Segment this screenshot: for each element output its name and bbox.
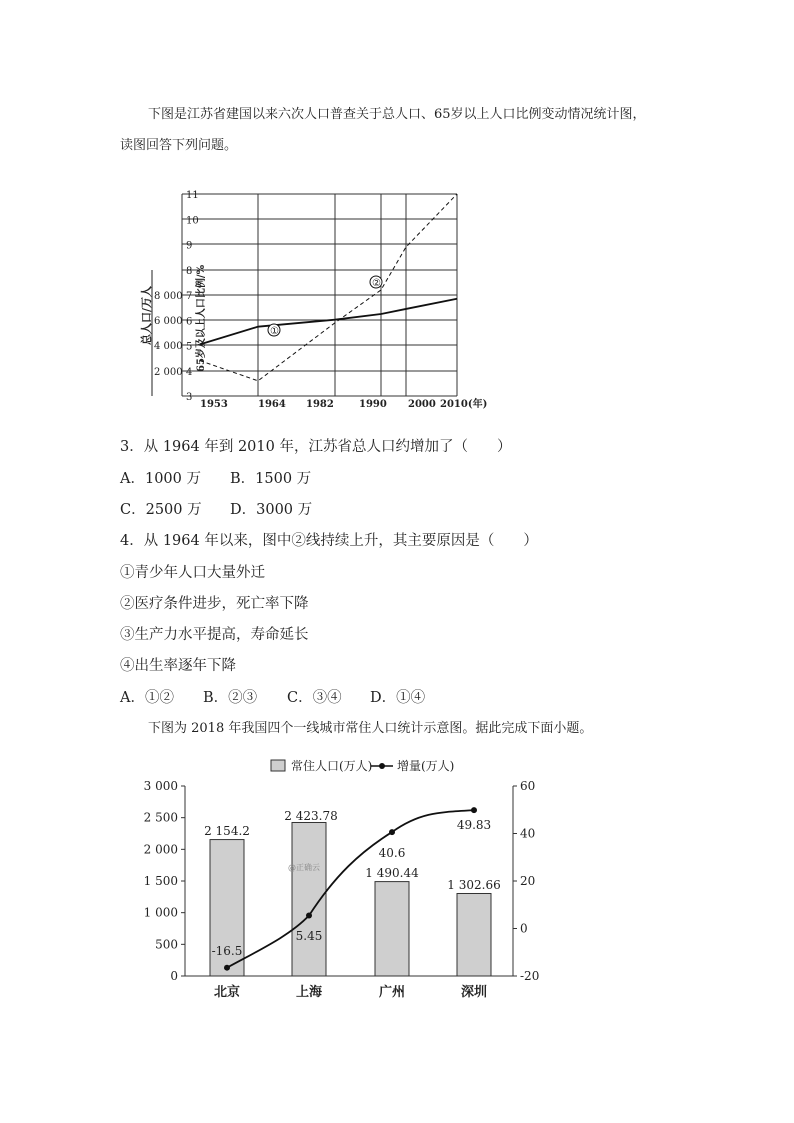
chart2-increment-line bbox=[227, 810, 474, 968]
chart2-line bbox=[224, 807, 477, 971]
chart2-increment-point bbox=[389, 829, 395, 835]
chart1-right-tick: 4 bbox=[186, 366, 193, 378]
chart2-legend-line-label: 增量(万人) bbox=[397, 759, 455, 773]
chart2-left-tick: 1 500 bbox=[143, 874, 178, 888]
chart2-legend-line-dot bbox=[379, 763, 385, 769]
q3-option-c[interactable]: C．2500 万 bbox=[120, 502, 202, 518]
chart2-category-label: 广州 bbox=[378, 985, 406, 1000]
chart1-x-label: 2010(年) bbox=[440, 399, 488, 410]
chart1-left-tick: 4 000 bbox=[154, 341, 183, 352]
chart2-category-label: 深圳 bbox=[460, 985, 488, 1000]
chart1-right-tick: 7 bbox=[186, 291, 193, 302]
chart2-left-tick: 500 bbox=[155, 937, 178, 952]
chart2-left-tick: 3 000 bbox=[143, 779, 178, 793]
intro1-line1: 下图是江苏省建国以来六次人口普查关于总人口、65岁以上人口比例变动情况统计图， bbox=[148, 107, 646, 122]
q3-stem: 3．从 1964 年到 2010 年，江苏省总人口约增加了（ ） bbox=[120, 439, 512, 455]
intro2: 下图为 2018 年我国四个一线城市常住人口统计示意图。据此完成下面小题。 bbox=[148, 721, 593, 736]
chart2-category-label: 北京 bbox=[213, 985, 241, 1000]
q4-statement-4: ④出生率逐年下降 bbox=[120, 658, 236, 674]
chart1-right-tick: 6 bbox=[186, 316, 193, 328]
chart1-right-axis-label: 65岁及以上人口比例/% bbox=[196, 264, 207, 372]
chart1-right-tick: 11 bbox=[186, 190, 199, 201]
q3-option-d[interactable]: D．3000 万 bbox=[230, 502, 313, 518]
chart1-left-tick: 6 000 bbox=[154, 316, 183, 327]
chart2-watermark: @正确云 bbox=[288, 863, 320, 872]
chart2-right-tick: -20 bbox=[520, 969, 540, 983]
chart1-right-tick: 8 bbox=[186, 265, 193, 277]
chart1-x-label: 1990 bbox=[359, 399, 387, 410]
chart2-category-label: 上海 bbox=[295, 985, 323, 1000]
chart1-series-1-name: ① bbox=[270, 326, 279, 337]
q4-option-a[interactable]: A．①② bbox=[120, 690, 174, 706]
chart1-left-axis-label: 总人口/万人 bbox=[140, 285, 153, 345]
chart1-series-2-name: ② bbox=[372, 278, 381, 289]
chart1-right-tick: 3 bbox=[186, 392, 193, 403]
chart1-x-label: 1982 bbox=[306, 399, 334, 410]
q4-option-b[interactable]: B．②③ bbox=[203, 690, 258, 706]
chart1-x-label: 1964 bbox=[258, 399, 286, 410]
chart1-right-tick: 5 bbox=[186, 341, 193, 353]
q3-option-a[interactable]: A．1000 万 bbox=[120, 471, 201, 487]
q4-stem: 4．从 1964 年以来，图中②线持续上升，其主要原因是（ ） bbox=[120, 533, 538, 549]
q4-option-d[interactable]: D．①④ bbox=[370, 690, 426, 706]
q4-statement-3: ③生产力水平提高，寿命延长 bbox=[120, 627, 309, 643]
chart1-x-label: 2000 bbox=[408, 399, 436, 410]
chart2-right-tick: 0 bbox=[520, 921, 528, 936]
chart2-increment-point bbox=[471, 807, 477, 813]
chart2-line-label: -16.5 bbox=[211, 944, 243, 958]
chart2-legend-bar-swatch bbox=[271, 760, 285, 771]
chart1-left-tick: 8 000 bbox=[154, 291, 183, 302]
chart2-left-tick: 0 bbox=[170, 969, 178, 983]
chart2-bar-label: 2 423.78 bbox=[284, 809, 338, 823]
intro1-line2: 读图回答下列问题。 bbox=[120, 138, 238, 153]
chart1-left-tick: 2 000 bbox=[154, 367, 183, 378]
chart2-bar bbox=[457, 893, 491, 976]
chart2-increment-point bbox=[306, 913, 312, 919]
chart2-bar-label: 2 154.2 bbox=[204, 824, 250, 838]
chart2-bar bbox=[375, 882, 409, 976]
chart2-line-label: 5.45 bbox=[295, 929, 323, 943]
chart2-labels bbox=[204, 809, 501, 958]
chart2-line-label: 49.83 bbox=[456, 818, 492, 832]
q4-statement-2: ②医疗条件进步，死亡率下降 bbox=[120, 596, 309, 612]
chart1-x-label: 1953 bbox=[200, 399, 228, 410]
chart2-bar-label: 1 490.44 bbox=[365, 866, 419, 880]
chart2-bar-label: 1 302.66 bbox=[447, 878, 501, 892]
chart2-right-tick: 20 bbox=[520, 874, 536, 888]
q3-option-b[interactable]: B．1500 万 bbox=[230, 471, 312, 487]
q4-statement-1: ①青少年人口大量外迁 bbox=[120, 565, 265, 581]
chart2-legend-bar-label: 常住人口(万人) bbox=[291, 759, 373, 773]
q4-option-c[interactable]: C．③④ bbox=[287, 690, 342, 706]
chart2-left-tick: 1 000 bbox=[143, 905, 178, 920]
chart2-left-tick: 2 500 bbox=[143, 810, 178, 825]
chart2-bars bbox=[210, 822, 491, 976]
chart2-legend bbox=[271, 758, 454, 773]
chart2-right-tick: 60 bbox=[520, 779, 536, 793]
chart2-line-label: 40.6 bbox=[378, 846, 406, 860]
chart2-increment-point bbox=[224, 965, 230, 971]
chart1-right-tick: 9 bbox=[186, 240, 193, 252]
chart1-right-tick: 10 bbox=[186, 215, 199, 227]
chart2-right-tick: 40 bbox=[520, 826, 536, 841]
chart2-left-tick: 2 000 bbox=[143, 842, 178, 857]
